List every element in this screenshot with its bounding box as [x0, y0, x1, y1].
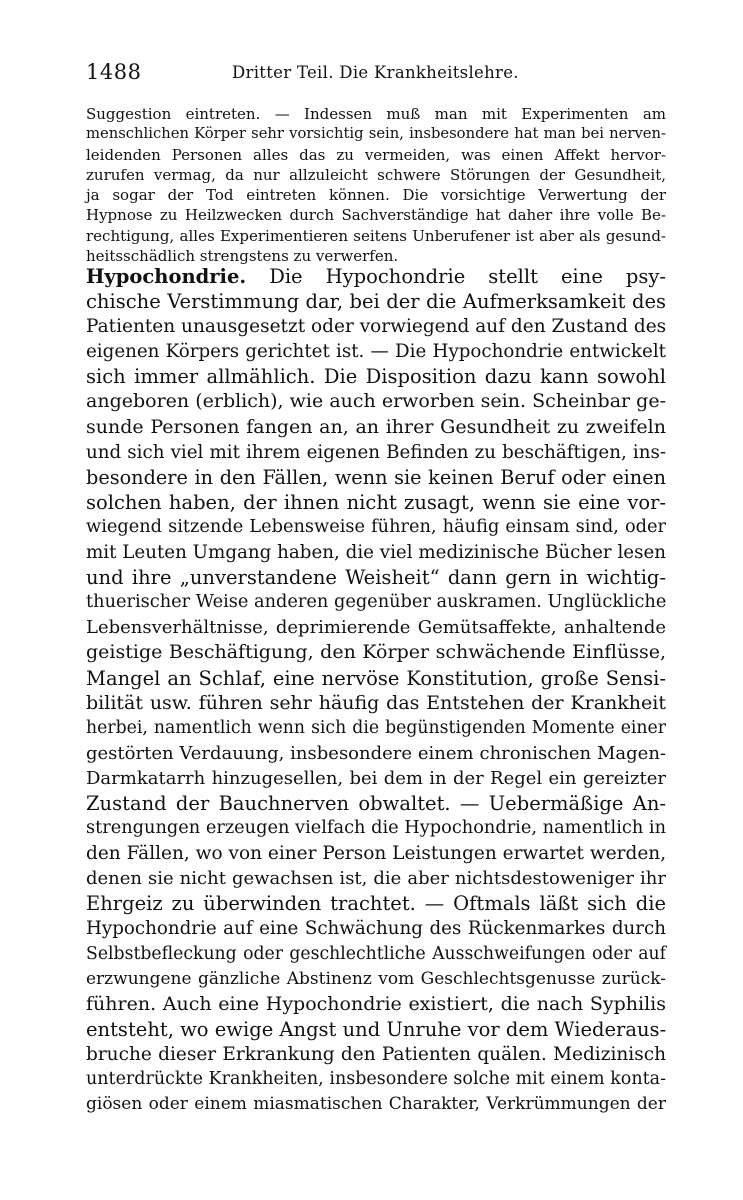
text-line: führen. Auch eine Hypochondrie existiert, die nach Syphilis [86, 992, 666, 1015]
text-line: rechtigung, alles Experimentieren seitens Unberufener ist aber als gesund- [86, 226, 666, 245]
text-line: erzwungene gänzliche Abstinenz vom Geschlechtsgenusse zurück- [86, 968, 666, 989]
text-line: Mangel an Schlaf, eine nervöse Konstitution, große Sensi- [86, 666, 666, 690]
text-line: bruche dieser Erkrankung den Patienten quälen. Medizinisch [86, 1043, 666, 1065]
running-title: Dritter Teil. Die Krankheitslehre. [232, 63, 519, 82]
text-line: mit Leuten Umgang haben, die viel medizinische Bücher lesen [86, 542, 666, 564]
text-line: Selbstbefleckung oder geschlechtliche Ausschweifungen oder auf [86, 943, 666, 964]
text-line: Lebensverhältnisse, deprimierende Gemütsaffekte, anhaltende [86, 617, 666, 639]
text-line: Zustand der Bauchnerven obwaltet. — Uebermäßige An- [86, 791, 666, 815]
text-line: und sich viel mit ihrem eigenen Befinden zu beschäftigen, ins- [86, 441, 666, 463]
text-line: unterdrückte Krankheiten, insbesondere solche mit einem konta- [86, 1069, 666, 1089]
text-line: wiegend sitzende Lebensweise führen, häufig einsam sind, oder [86, 516, 666, 537]
text-line: gestörten Verdauung, insbesondere einem chronischen Magen- [86, 742, 666, 764]
text-line: bilität usw. führen sehr häufig das Entstehen der Krankheit [86, 691, 666, 714]
first-line-text: Die Hypochondrie stellt eine psy- [269, 265, 666, 288]
text-line: entsteht, wo ewige Angst und Unruhe vor dem Wiederaus- [86, 1017, 667, 1041]
text-line: menschlichen Körper sehr vorsichtig sein, insbesondere hat man bei nerven- [86, 125, 666, 143]
text-line: denen sie nicht gewachsen ist, die aber nichtsdestoweniger ihr [86, 868, 666, 890]
text-line: heitsschädlich strengstens zu verwerfen. [86, 247, 399, 266]
page-header [86, 60, 666, 90]
text-line: Hypnose zu Heilzwecken durch Sachverständige hat daher ihre volle Be- [86, 206, 666, 225]
page-number: 1488 [86, 60, 142, 84]
text-line: Patienten unausgesetzt oder vorwiegend auf den Zustand des [86, 316, 667, 338]
preceding-paragraph [86, 104, 666, 266]
text-line: Suggestion eintreten. — Indessen muß man mit Experimenten am [86, 105, 666, 123]
text-line: sunde Personen fangen an, an ihrer Gesundheit zu zweifeln [86, 415, 666, 438]
text-line: eigenen Körpers gerichtet ist. — Die Hypochondrie entwickelt [86, 341, 666, 363]
text-line: ja sogar der Tod eintreten können. Die vorsichtige Verwertung der [86, 186, 666, 205]
text-line: und ihre „unverstandene Weisheit“ dann gern in wichtig- [86, 566, 666, 590]
text-line: leidenden Personen alles das zu vermeiden, was einen Affekt hervor- [86, 145, 666, 164]
text-line: sich immer allmählich. Die Disposition dazu kann sowohl [86, 365, 666, 389]
text-line: Darmkatarrh hinzugesellen, bei dem in der Regel ein gereizter [86, 767, 666, 789]
text-line: solchen haben, der ihnen nicht zusagt, wenn sie eine vor- [86, 490, 666, 514]
text-line: strengungen erzeugen vielfach die Hypochondrie, namentlich in [86, 818, 667, 839]
text-line: besondere in den Fällen, wenn sie keinen Beruf oder einen [86, 465, 666, 489]
text-line: herbei, namentlich wenn sich die begünstigenden Momente einer [86, 717, 666, 738]
text-line: zurufen vermag, da nur allzuleicht schwere Störungen der Gesundheit, [86, 165, 666, 184]
text-line: Hypochondrie auf eine Schwächung des Rückenmarkes durch [86, 918, 666, 940]
hypochondrie-section [86, 264, 666, 1117]
text-line: angeboren (erblich), wie auch erworben sein. Scheinbar ge- [86, 390, 666, 413]
text-line: thuerischer Weise anderen gegenüber auskramen. Unglückliche [86, 592, 667, 613]
text-line: Ehrgeiz zu überwinden trachtet. — Oftmals läßt sich die [86, 892, 666, 916]
text-line: den Fällen, wo von einer Person Leistungen erwartet werden, [86, 843, 667, 865]
text-line: chische Verstimmung dar, bei der die Aufmerksamkeit des [86, 290, 666, 314]
text-line: geistige Beschäftigung, den Körper schwächende Einflüsse, [86, 641, 666, 664]
section-headword: Hypochondrie. [86, 265, 247, 288]
first-line [86, 264, 666, 289]
text-line: giösen oder einem miasmatischen Charakter, Verkrümmungen der [86, 1094, 666, 1115]
